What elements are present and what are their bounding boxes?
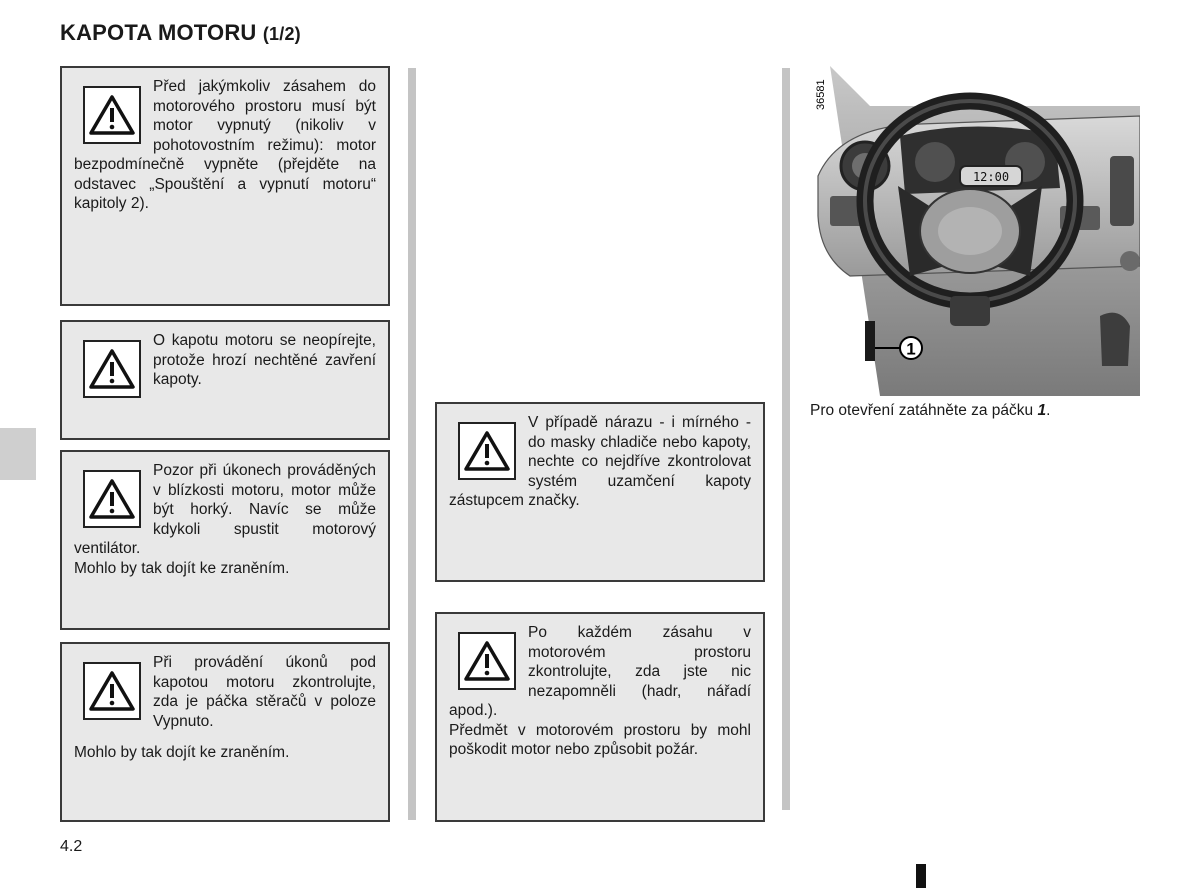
warning-box-1 — [60, 66, 390, 306]
column-divider-right — [782, 68, 790, 810]
warning-box-5 — [435, 402, 765, 582]
warning-text: Pozor při úkonech prováděných v blízkosti motoru, motor může být horký. Navíc se může kdykoli spustit motorový ventilátor. — [74, 462, 376, 557]
figure-callout-label: 1 — [906, 339, 916, 359]
chapter-thumb-tab — [0, 428, 36, 480]
warning-triangle-icon — [83, 662, 141, 720]
warning-triangle-icon — [83, 340, 141, 398]
warning-triangle-icon — [458, 632, 516, 690]
warning-triangle-icon — [83, 470, 141, 528]
warning-box-6 — [435, 612, 765, 822]
title-part: (1/2) — [262, 24, 301, 44]
figure-id: 36581 — [815, 79, 827, 110]
warning-text: Při provádění úkonů pod kapotou motoru zkontrolujte, zda je páčka stěračů v poloze Vypnuto. — [153, 654, 376, 730]
caption-ref: 1 — [1037, 402, 1047, 419]
warning-box-2 — [60, 320, 390, 440]
warning-box-3 — [60, 450, 390, 630]
warning-text: V případě nárazu - i mírného - do masky chladiče nebo kapoty, nechte co nejdříve zkontrolovat systém uzamčení kapoty zástupcem značky. — [449, 414, 751, 509]
dashboard-illustration — [810, 66, 1140, 396]
figure-caption — [810, 402, 1050, 420]
page-number: 4.2 — [60, 838, 83, 855]
warning-text: O kapotu motoru se neopírejte, protože hrozí nechtěné zavření kapoty. — [153, 332, 376, 388]
warning-text-2: Mohlo by tak dojít ke zraněním. — [74, 744, 290, 761]
warning-text: Po každém zásahu v motorovém prostoru zkontrolujte, zda jste nic nezapomněli (hadr, nářadí apod.). — [449, 624, 751, 719]
figure-clock-readout: 12:00 — [972, 170, 1010, 184]
warning-text: Před jakýmkoliv zásahem do motorového prostoru musí být motor vypnutý (nikoliv v pohotovostním režimu): motor bezpodmínečně vypněte (přejděte na odstavec „Spouštění a vypnutí motoru“ kapitoly 2). — [74, 78, 376, 212]
page-edge-marker — [916, 864, 926, 888]
warning-box-4 — [60, 642, 390, 822]
warning-text-2: Předmět v motorovém prostoru by mohl poškodit motor nebo způsobit požár. — [449, 721, 751, 758]
caption-end: . — [1046, 402, 1051, 419]
column-divider-left — [408, 68, 416, 820]
warning-triangle-icon — [83, 86, 141, 144]
warning-text-2: Mohlo by tak dojít ke zraněním. — [74, 559, 290, 577]
warning-triangle-icon — [458, 422, 516, 480]
caption-text: Pro otevření zatáhněte za páčku — [810, 402, 1038, 419]
page-title — [60, 20, 301, 46]
title-text: KAPOTA MOTORU — [60, 20, 257, 45]
